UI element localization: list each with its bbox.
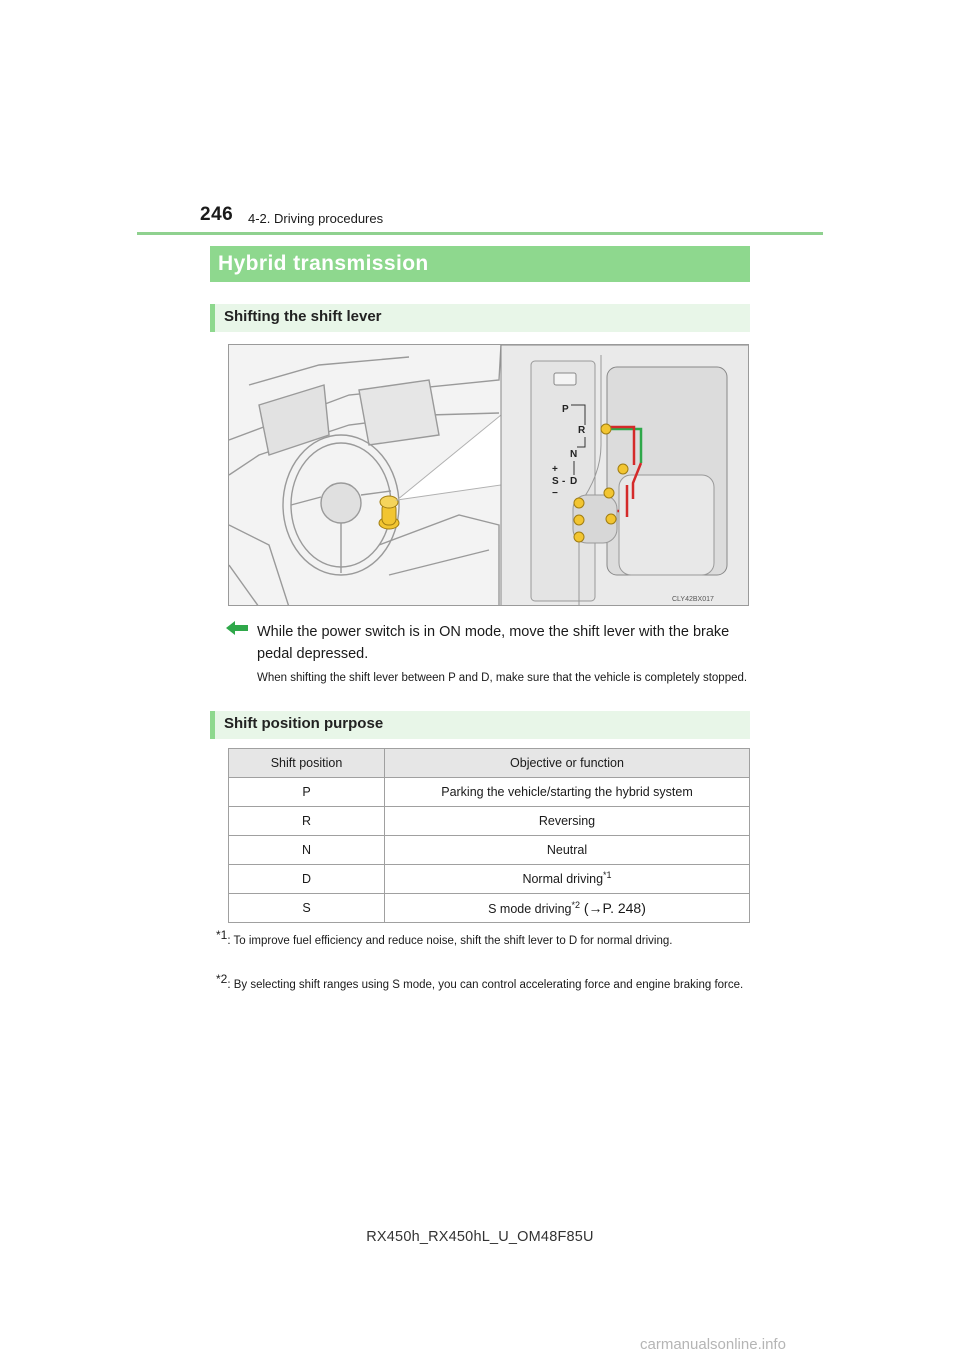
- instruction-text: While the power switch is in ON mode, move the shift lever with the brake pedal depressed.: [257, 624, 730, 662]
- table-cell-position: S: [229, 894, 385, 923]
- shift-position-table: [228, 748, 750, 923]
- page-number: 246: [200, 204, 234, 225]
- table-cell-function: Parking the vehicle/starting the hybrid system: [385, 778, 750, 807]
- table-header-objective: Objective or function: [385, 749, 750, 778]
- subheading-shifting: [210, 304, 750, 332]
- table-row: [229, 778, 750, 807]
- title-bar: [210, 246, 750, 282]
- page-reference-link[interactable]: (→P. 248): [580, 900, 646, 916]
- footnote-ref-2: *2: [571, 899, 580, 910]
- shift-lever-illustration: [228, 344, 749, 606]
- gate-label-r: R: [578, 425, 586, 436]
- table-row: [229, 836, 750, 865]
- gate-label-n: N: [570, 449, 578, 460]
- document-code: RX450h_RX450hL_U_OM48F85U: [366, 1229, 594, 1245]
- footnote-2: $^{*2}$: By selecting shift ranges using S mode, you can control accelerating force and engine braking force.: [216, 972, 744, 991]
- table-cell-position: N: [229, 836, 385, 865]
- table-cell-position: R: [229, 807, 385, 836]
- gate-label-s: S: [552, 476, 559, 487]
- shift-knob-icon: [379, 496, 399, 529]
- table-cell-position: P: [229, 778, 385, 807]
- table-row: [229, 894, 750, 923]
- table-cell-position: D: [229, 865, 385, 894]
- table-header-row: [229, 749, 750, 778]
- gate-label-p: P: [562, 404, 569, 415]
- header-rule: [137, 232, 823, 235]
- gate-label-minus: −: [552, 488, 558, 499]
- footnote-ref-1: *1: [603, 869, 612, 880]
- subheading-purpose-label: Shift position purpose: [224, 715, 384, 732]
- section-breadcrumb: 4-2. Driving procedures: [248, 211, 384, 226]
- subheading-shifting-label: Shifting the shift lever: [224, 308, 382, 325]
- table-cell-function: Reversing: [385, 807, 750, 836]
- table-header-shift-position: Shift position: [229, 749, 385, 778]
- watermark: carmanualsonline.info: [640, 1336, 786, 1353]
- table-row: [229, 807, 750, 836]
- footnote-1: $^{*1}$: To improve fuel efficiency and reduce noise, shift the shift lever to D for normal driving.: [216, 928, 673, 947]
- page-title: Hybrid transmission: [218, 252, 429, 275]
- figure-code: CLY42BX017: [672, 596, 714, 603]
- gate-label-plus: +: [552, 464, 558, 475]
- table-row: [229, 865, 750, 894]
- subheading-purpose: [210, 711, 750, 739]
- table-cell-function: Neutral: [385, 836, 750, 865]
- table-cell-function: S mode driving$^{*2}$ (→P. 248): [385, 894, 750, 923]
- left-arrow-icon: [226, 620, 248, 636]
- note-text: When shifting the shift lever between P and D, make sure that the vehicle is completely stopped.: [257, 672, 748, 684]
- table-cell-function: Normal driving$^{*1}$: [385, 865, 750, 894]
- dashboard-illustration: [229, 345, 749, 606]
- gate-label-d: D: [570, 476, 578, 487]
- gate-label-dash: -: [562, 476, 566, 487]
